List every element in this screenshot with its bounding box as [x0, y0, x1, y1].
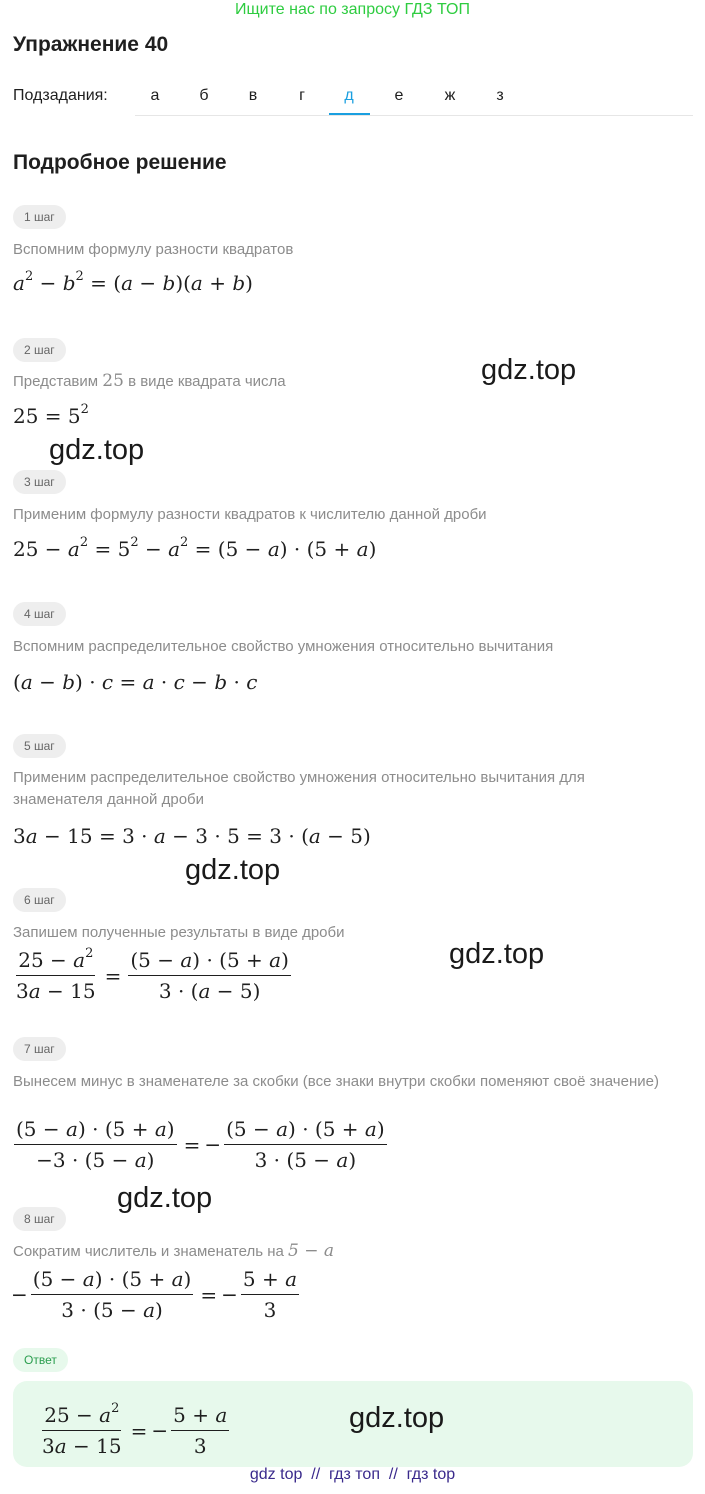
- exercise-title: Упражнение 40: [13, 33, 169, 56]
- step-3-formula: $25 - a^2 = 5^2 - a^2 = (5 - a) \cdot (5 + a)$: [13, 535, 377, 561]
- step-8-formula: − $\frac{(5 - a) \cdot (5 + a)}{3 \cdot (5 - a)}$ = − $\frac{5 + a}{3}$: [11, 1267, 297, 1322]
- watermark: gdz.top: [449, 938, 545, 970]
- watermark: gdz.top: [481, 354, 577, 386]
- step-7-formula: $\frac{(5 - a) \cdot (5 + a)}{-3 \cdot (5 - a)}$ = − $\frac{(5 - a) \cdot (5 + a)}{3 \cdot (5 - a)}$: [16, 1117, 385, 1172]
- step-7-badge: 7 шаг: [13, 1037, 66, 1061]
- active-tab-underline: [329, 113, 370, 115]
- step-2-text-before: Представим: [13, 373, 99, 390]
- step-4-text: Вспомним распределительное свойство умножения относительно вычитания: [13, 638, 554, 655]
- step-2-text-after: в виде квадрата числа: [128, 373, 286, 390]
- step-6-badge: 6 шаг: [13, 888, 66, 912]
- step-2-formula: $25 = 5^2$: [13, 402, 89, 428]
- step-5-badge: 5 шаг: [13, 734, 66, 758]
- step-2-badge: 2 шаг: [13, 338, 66, 362]
- step-4-formula: (a − b) · c = a · c − b · c: [13, 670, 258, 694]
- watermark: gdz.top: [185, 854, 281, 886]
- tabs-divider: [135, 115, 693, 116]
- tab-g[interactable]: г: [299, 87, 305, 104]
- tab-a[interactable]: а: [150, 87, 160, 104]
- step-1-formula: $a^2 - b^2 = (a - b)(a + b)$: [13, 269, 253, 295]
- step-3-text: Применим формулу разности квадратов к числителю данной дроби: [13, 506, 487, 523]
- step-5-formula: 3a − 15 = 3 · a − 3 · 5 = 3 · (a − 5): [13, 824, 371, 848]
- answer-badge: Ответ: [13, 1348, 68, 1372]
- section-title: Подробное решение: [13, 151, 227, 174]
- tab-z[interactable]: з: [496, 87, 504, 104]
- step-1-badge: 1 шаг: [13, 205, 66, 229]
- step-1-text: Вспомним формулу разности квадратов: [13, 241, 294, 258]
- watermark: gdz.top: [49, 434, 145, 466]
- step-8-badge: 8 шаг: [13, 1207, 66, 1231]
- answer-formula: $\frac{25 - a^2}{3a - 15}$ = − $\frac{5 + a}{3}$: [42, 1401, 228, 1458]
- step-3-badge: 3 шаг: [13, 470, 66, 494]
- watermark: gdz.top: [349, 1402, 445, 1434]
- step-5-text: Применим распределительное свойство умножения относительно вычитания для знаменателя данной дроби: [13, 769, 585, 808]
- step-4-badge: 4 шаг: [13, 602, 66, 626]
- tab-e[interactable]: е: [394, 87, 404, 104]
- tab-b[interactable]: б: [199, 87, 209, 104]
- subtasks-label: Подзадания:: [13, 87, 108, 104]
- tab-d[interactable]: д: [344, 87, 354, 104]
- step-8-text: [13, 1240, 673, 1263]
- step-7-text: Вынесем минус в знаменателе за скобки (все знаки внутри скобки поменяют своё значение): [13, 1073, 659, 1090]
- tab-zh[interactable]: ж: [444, 87, 456, 104]
- step-8-inline-expression: 5 − a: [288, 1241, 335, 1261]
- top-banner: Ищите нас по запросу ГДЗ ТОП: [235, 1, 470, 18]
- step-6-formula: $\frac{25 - a^2}{3a - 15}$ = $\frac{(5 - a) \cdot (5 + a)}{3 \cdot (a - 5)}$: [16, 946, 289, 1003]
- step-2-inline-number: 25: [102, 371, 124, 391]
- watermark: gdz.top: [117, 1182, 213, 1214]
- tab-v[interactable]: в: [248, 87, 258, 104]
- footer-links: gdz top // гдз топ // гдз top: [249, 1466, 456, 1483]
- step-6-text: Запишем полученные результаты в виде дроби: [13, 924, 345, 941]
- step-8-text-before: Сократим числитель и знаменатель на: [13, 1243, 284, 1260]
